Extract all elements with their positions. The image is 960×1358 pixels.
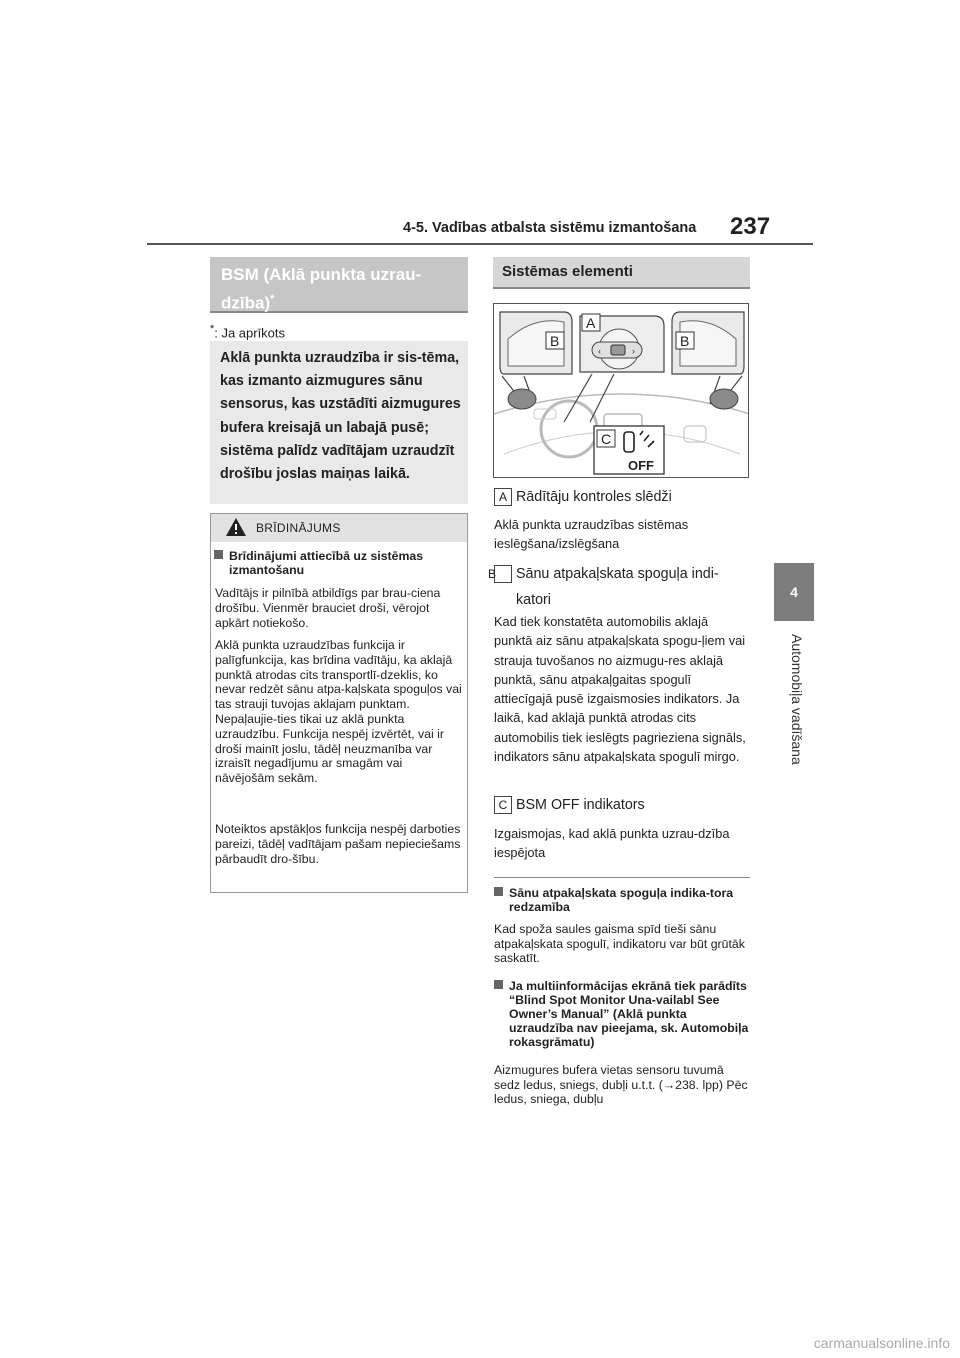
main-title-line1: BSM (Aklā punkta uzrau- [221, 265, 422, 284]
callout-c: C [494, 796, 512, 814]
note-2-title-text: Ja multiinformācijas ekrānā tiek parādīts “Blind Spot Monitor Una-vailabl See Owner’s Manual” (Aklā punkta uzraudzība nav pieejama, sk. Automobiļa rokasgrāmatu) [509, 979, 749, 1049]
footnote-asterisk: * [210, 323, 215, 335]
note-1-title [494, 886, 750, 914]
svg-text:‹: ‹ [598, 346, 601, 356]
title-asterisk: * [270, 293, 275, 305]
footnote-text: : Ja aprīkots [214, 325, 286, 341]
chapter-label: Automobiļa vadīšana [789, 634, 805, 765]
dashboard-illustration [493, 303, 749, 478]
warning-subtitle-text: Brīdinājumi attiecībā uz sistēmas izmantošanu [229, 549, 424, 577]
warning-subtitle [214, 549, 479, 577]
label-c: C [601, 431, 612, 447]
off-label: OFF [628, 458, 654, 473]
watermark: carmanualsonline.info [813, 1335, 950, 1351]
bullet-square-icon [494, 887, 503, 896]
item-b-desc: Kad tiek konstatēta automobilis aklajā punktā aiz sānu atpakaļskata spogu-ļiem vai strauja tuvošanos no aizmugu-res aklajā punktā, sānu atpakaļgaitas spogulī attiecīgajā pusē izgaismosies indikators. Ja laikā, kad aklajā punktā atrodas cits automobilis tiek ieslēgts pagrieziena signāls, indikators sānu atpakaļskata spogulī mirgo. [494, 614, 746, 765]
section-header: Sistēmas elementi [502, 263, 633, 280]
warning-triangle-icon [225, 517, 247, 537]
page-number: 237 [730, 213, 771, 240]
header-divider [147, 243, 813, 245]
item-c-desc: Izgaismojas, kad aklā punkta uzrau-dzība iespējota [494, 826, 730, 861]
dashboard-drawing [494, 304, 749, 478]
warning-paragraph-1: Vadītājs ir pilnībā atbildīgs par brau-ciena drošību. Vienmēr brauciet droši, vērojot apkārt notiekošo. [215, 586, 441, 630]
label-a: A [586, 315, 596, 331]
warning-paragraph-3: Noteiktos apstākļos funkcija nespēj darboties pareizi, tādēļ vadītājam pašam nepieciešams pārbaudīt dro-šību. [215, 822, 461, 866]
warning-paragraph-2: Aklā punkta uzraudzības funkcija ir palīgfunkcija, kas brīdina vadītāju, ka aklajā punktā atrodas cits transportlī-dzeklis, ko nevar redzēt sānu atpa-kaļskata spoguļos vai tas strauji tuvojas aklajam punktam. Nepaļaujie-ties tikai uz aklā punkta uzraudzību. Funkcija nespēj izvērtēt, vai ir droši mainīt joslu, tādēļ neuzmanība var izraisīt negadījumu ar smagām vai nāvējošām sekām. [215, 638, 462, 786]
section-title: 4-5. Vadības atbalsta sistēmu izmantošana [403, 220, 697, 236]
bullet-square-icon [214, 550, 223, 559]
chapter-number: 4 [790, 584, 798, 600]
note-1-title-text: Sānu atpakaļskata spoguļa indika-tora redzamība [509, 886, 734, 914]
main-title [221, 262, 471, 316]
chapter-tab [774, 563, 814, 621]
main-title-line2: dzība) [221, 293, 271, 313]
bullet-square-icon [494, 980, 503, 989]
item-c-title-text: BSM OFF indikators [515, 797, 645, 813]
item-b-title [487, 561, 750, 613]
callout-b: B [494, 565, 512, 583]
item-a-desc: Aklā punkta uzraudzības sistēmas ieslēgšana/izslēgšana [494, 517, 689, 552]
note-1-body: Kad spoža saules gaisma spīd tieši sānu atpakaļskata spogulī, indikatoru var būt grūtāk saskatīt. [494, 922, 745, 965]
footnote [210, 323, 285, 340]
item-c-title [494, 794, 750, 816]
note-2-title [494, 979, 750, 1049]
note-2-body: Aizmugures bufera vietas sensoru tuvumā sedz ledus, sniegs, dubļi u.t.t. (→238. lpp) Pēc ledus, sniega, dubļu [494, 1063, 748, 1106]
item-a-title [494, 486, 750, 508]
warning-title: BRĪDINĀJUMS [256, 521, 341, 535]
notes-divider [494, 877, 750, 878]
label-b-left: B [550, 333, 560, 349]
item-a-title-text: Rādītāju kontroles slēdži [515, 489, 672, 505]
label-b-right: B [680, 333, 690, 349]
svg-text:›: › [632, 346, 635, 356]
item-b-title-text: Sānu atpakaļskata spoguļa indi-katori [515, 566, 719, 608]
callout-a: A [494, 488, 512, 506]
intro-text: Aklā punkta uzraudzība ir sis-tēma, kas izmanto aizmugures sānu sensorus, kas uzstādīti aizmugures bufera kreisajā un labajā pusē; sistēma palīdz vadītājam uzraudzīt drošību joslas maiņas laikā. [220, 350, 461, 483]
